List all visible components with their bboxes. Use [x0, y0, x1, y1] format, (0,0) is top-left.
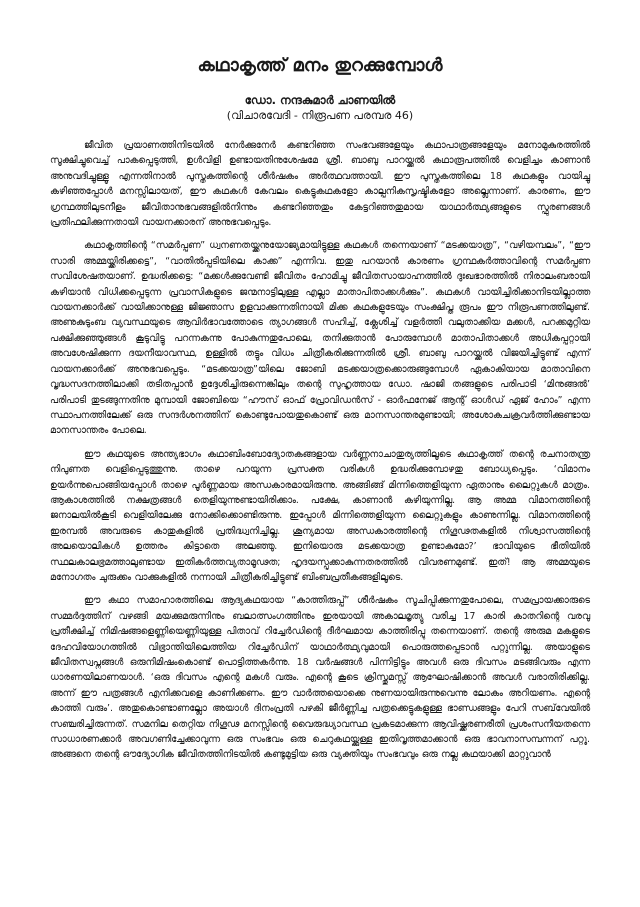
article-title: കഥാകൃത്ത് മനം തുറക്കുമ്പോൾ — [197, 55, 443, 76]
body-paragraph: കഥാകൃത്തിന്റെ “സമർപ്പണ” ധ്വനണതയ്ക്കനുയോജ്യമായിട്ടുള്ള കഥകൾ തന്നെയാണ് “മടക്കയാത്ര”, “വഴിയമ്പലം”, “ഈ സാരി അമ്മയ്ക്കിരിക്കട്ടെ”, “വാതിൽപ്പടിയിലെ കാക്ക” എന്നിവ. ഇതു പറയാൻ കാരണം ഗ്രന്ഥകർത്താവിന്റെ സമർപ്പണ സവിശേഷതയാണ്. ഉദ്ധരിക്കട്ടെ: “മക്കൾക്കുവേണ്ടി ജീവിതം ഹോമിച്ചു ജീവിതസായാഹ്നത്തിൽ ദുഃഖഭാരത്തിൽ നിരാലംബരായി കഴിയാൻ വിധിക്കപ്പെടുന്ന പ്രവാസികളുടെ ജന്മനാട്ടിലുള്ള എല്ലാ മാതാപിതാക്കൾക്കും”. കഥകൾ വായിച്ചിരിക്കാനിടയില്ലാത്ത വായനക്കാർക്ക് വായിക്കാനുള്ള ജിജ്ഞാസ ഉളവാക്കുന്നതിനായി മിക്ക കഥകളുടേയും സംക്ഷിപ്ത രൂപം ഈ നിരൂപണത്തിലുണ്ട്. അണുകുടുംബ വ്യവസ്ഥയുടെ ആവിർഭാവത്തോടെ ത്യാഗങ്ങൾ സഹിച്ച്, ക്ലേശിച്ച് വളർത്തി വലുതാക്കിയ മക്കൾ, പറക്കമുറ്റിയ പക്ഷിക്കുഞ്ഞുങ്ങൾ കൂടുവിട്ടു പറന്നകന്നു പോകുന്നതുപോലെ, തനിക്കുതാൻ പോരുമ്പോൾ മാതാപിതാക്കൾ അധികപ്പറ്റായി അവശേഷിക്കുന്ന ദയനീയാവസ്ഥ, ഉള്ളിൽ തട്ടും വിധം ചിത്രീകരിക്കുന്നതിൽ ശ്രീ. ബാബു പാറയ്ക്കൽ വിജയിച്ചിട്ടുണ്ട് എന്ന് വായനക്കാർക്ക് അനുഭവപ്പെടും. “മടക്കയാത്ര”യിലെ ജോബി മടക്കയാത്രക്കൊരുങ്ങുമ്പോൾ ഏകാകിയായ മാതാവിനെ വൃദ്ധസദനത്തിലാക്കി തടിതപ്പാൻ ഉദ്ദേശിച്ചിരുന്നെങ്കിലും തന്റെ സുഹൃത്തായ ഡോ. ഷാജി തങ്ങളുടെ പരിപാടി ‘മിനുങ്ങൽ’ പരിപാടി തുടങ്ങുന്നതിനു മുമ്പായി ജോബിയെ “ഹൗസ് ഓഫ് പ്രോവിഡൻസ് - ഓർഫനേജ് ആന്റ് ഓൾഡ് ഏജ് ഹോം” എന്ന സ്ഥാപനത്തിലേക്ക് ഒരു സന്ദർശനത്തിന് കൊണ്ടുപോയതുകൊണ്ട് ഒരു മാനസാന്തരമുണ്ടായി; അശോകചക്രവർത്തിക്കുണ്ടായ മാനസാന്തരം പോലെ. — [50, 240, 590, 437]
series-note: (വിചാരവേദി - നിരൂപണ പരമ്പര 46) — [226, 109, 414, 122]
body-paragraph: ജീവിത പ്രയാണത്തിനിടയിൽ നേർക്കുനേർ കണ്ടറിഞ്ഞ സംഭവങ്ങളേയും കഥാപാത്രങ്ങളേയും മനോമുകുരത്തിൽ സൂക്ഷിച്ചുവെച്ച് പാകപ്പെടുത്തി, ഉൾവിളി ഉണ്ടായതിനുശേഷമേ ശ്രീ. ബാബു പാറയ്ക്കൽ കഥാരൂപത്തിൽ വെളിച്ചം കാണാൻ അനുവദിച്ചുള്ളൂ എന്നതിനാൽ പുസ്തകത്തിന്റെ ശീർഷകം അർത്ഥവത്തായി. ഈ പുസ്തകത്തിലെ 18 കഥകളും വായിച്ചു കഴിഞ്ഞപ്പോൾ മനസ്സിലായത്, ഈ കഥകൾ കേവലം കെട്ടുകഥകളോ കാല്പനികസൃഷ്ടികളോ അല്ലെന്നാണ്. കാരണം, ഈ ഗ്രന്ഥത്തിലുടനീളം ജീവിതാനുഭവങ്ങളിൽനിന്നും കണ്ടറിഞ്ഞതും കേട്ടറിഞ്ഞതുമായ യാഥാർത്ഥ്യങ്ങളുടെ സ്ഫുരണങ്ങൾ പ്രതിഫലിക്കുന്നതായി വായനക്കാരന് അനുഭവപ്പെടും. — [50, 140, 590, 229]
body-paragraph: ഈ കഥയുടെ അന്ത്യഭാഗം കഥാബിംബോദ്യോതകങ്ങളായ വർണ്ണനാചാതുര്യത്തിലൂടെ കഥാകൃത്ത് തന്റെ രചനാതന്ത്ര നിപുണത വെളിപ്പെടുത്തുന്നു. താഴെ പറയുന്ന പ്രസക്ത വരികൾ ഉദ്ധരിക്കുമ്പോഴതു ബോധ്യപ്പെടും. ‘വിമാനം ഉയർന്നുപൊങ്ങിയപ്പോൾ താഴെ പൂർണ്ണമായ അന്ധകാരമായിരുന്നു. അങ്ങിങ്ങ് മിന്നിത്തെളിയുന്ന ഏതാനും ലൈറ്റുകൾ മാത്രം. ആകാശത്തിൽ നക്ഷത്രങ്ങൾ തെളിയുന്നുണ്ടായിരിക്കാം. പക്ഷേ, കാണാൻ കഴിയുന്നില്ല. ആ അമ്മ വിമാനത്തിന്റെ ജനാലയിൽകൂടി വെളിയിലേക്കു നോക്കിക്കൊണ്ടിരുന്നു. ഇപ്പോൾ മിന്നിത്തെളിയുന്ന ലൈറ്റുകളും കാണുന്നില്ല. വിമാനത്തിന്റെ ഇരമ്പൽ അവരുടെ കാതുകളിൽ പ്രതിദ്ധ്വനിച്ചില്ല. ശൂന്യമായ അന്ധകാരത്തിന്റെ നിഗൂഢതകളിൽ നിശ്വാസത്തിന്റെ അലയൊലികൾ ഉത്തരം കിട്ടാതെ അലഞ്ഞു. ഇനിയൊരു മടക്കയാത്ര ഉണ്ടാകുമോ?’ ഭാവിയുടെ ഭീതിയിൽ സ്ഥലകാലഭ്രമത്താലുണ്ടായ ഇതികർത്തവ്യതാമൂഢത; ഹൃദയസ്പൃക്കാകുന്നതരത്തിൽ വിവരണമുണ്ട്. ഇത്! ആ അമ്മയുടെ മനോഗതം ചുരുക്കം വാക്കുകളിൽ നന്നായി ചിത്രീകരിച്ചിട്ടുണ്ട് ബിംബപ്രതീകങ്ങളിലൂടെ. — [50, 448, 590, 583]
author-name: ഡോ. നന്ദകുമാർ ചാണയിൽ — [244, 93, 396, 107]
body-paragraph: ഈ കഥാ സമാഹാരത്തിലെ ആദ്യകഥയായ “കാത്തിരുപ്പ്” ശീർഷകം സൂചിപ്പിക്കുന്നതുപോലെ, സമപ്രായക്കാരുടെ സമ്മർദ്ദത്തിന് വഴങ്ങി മയക്കുമരുന്നിനും ബലാത്സംഗത്തിനും ഇരയായി അകാലമൃത്യു വരിച്ച 17 കാരി കാതറിന്റെ വരവു പ്രതീക്ഷിച്ച് നിമിഷങ്ങളെണ്ണിയെണ്ണിയുള്ള പിതാവ് റിച്ചേർഡിന്റെ ദീർഘമായ കാത്തിരിപ്പു തന്നെയാണ്. തന്റെ അരുമ മകളുടെ ദേഹവിയോഗത്തിൽ വിഭ്രാന്തിയിലെത്തിയ റിച്ചേർഡിന് യാഥാർത്ഥ്യവുമായി പൊരുത്തപ്പെടാൻ പറ്റുന്നില്ല. അയാളുടെ ജീവിതസ്വപ്നങ്ങൾ ഒരുനിമിഷംകൊണ്ട് പൊട്ടിത്തകർന്നു. 18 വർഷങ്ങൾ പിന്നിട്ടിട്ടും അവൾ ഒരു ദിവസം മടങ്ങിവരും എന്ന ധാരണയിലാണയാൾ. ‘ഒരു ദിവസം എന്റെ മകൾ വരും. എന്റെ കൂടെ ക്രിസ്തുമസ്സ് ആഘോഷിക്കാൻ അവൾ വരാതിരിക്കില്ല. അന്ന് ഈ പത്രങ്ങൾ എനിക്കവളെ കാണിക്കണം. ഈ വാർത്തയൊക്കെ നുണയായിരുന്നുവെന്നു ലോകം അറിയണം. എന്റെ കാത്തി വരും’. അതുകൊണ്ടാണല്ലോ അയാൾ ദിനംപ്രതി പഴകി ജീർണ്ണിച്ച പത്രക്കെട്ടുകളുള്ള ഭാണ്ഡങ്ങളും പേറി സബ്‌വേയിൽ സഞ്ചരിച്ചിരുന്നത്. സമനില തെറ്റിയ നിഗൂഢ മനസ്സിന്റെ വൈരുദ്ധ്യാവസ്ഥ പ്രകടമാക്കുന്ന ആവിഷ്ക്കരണരീതി പ്രശംസനീയതന്നെ സാധാരണക്കാർ അവഗണിച്ചേക്കാവുന്ന ഒരു സംഭവം ഒരു ചെറുകഥയ്ക്കുള്ള ഇതിവൃത്തമാക്കാൻ ഒരു ഭാവനാസമ്പന്നന് പറ്റൂ. അങ്ങനെ തന്റെ ഔദ്യോഗിക ജീവിതത്തിനിടയിൽ കണ്ടുമുട്ടിയ ഒരു വ്യക്തിയും സംഭവവും ഒരു നല്ല കഥയാക്കി മാറ്റുവാൻ — [50, 595, 590, 761]
